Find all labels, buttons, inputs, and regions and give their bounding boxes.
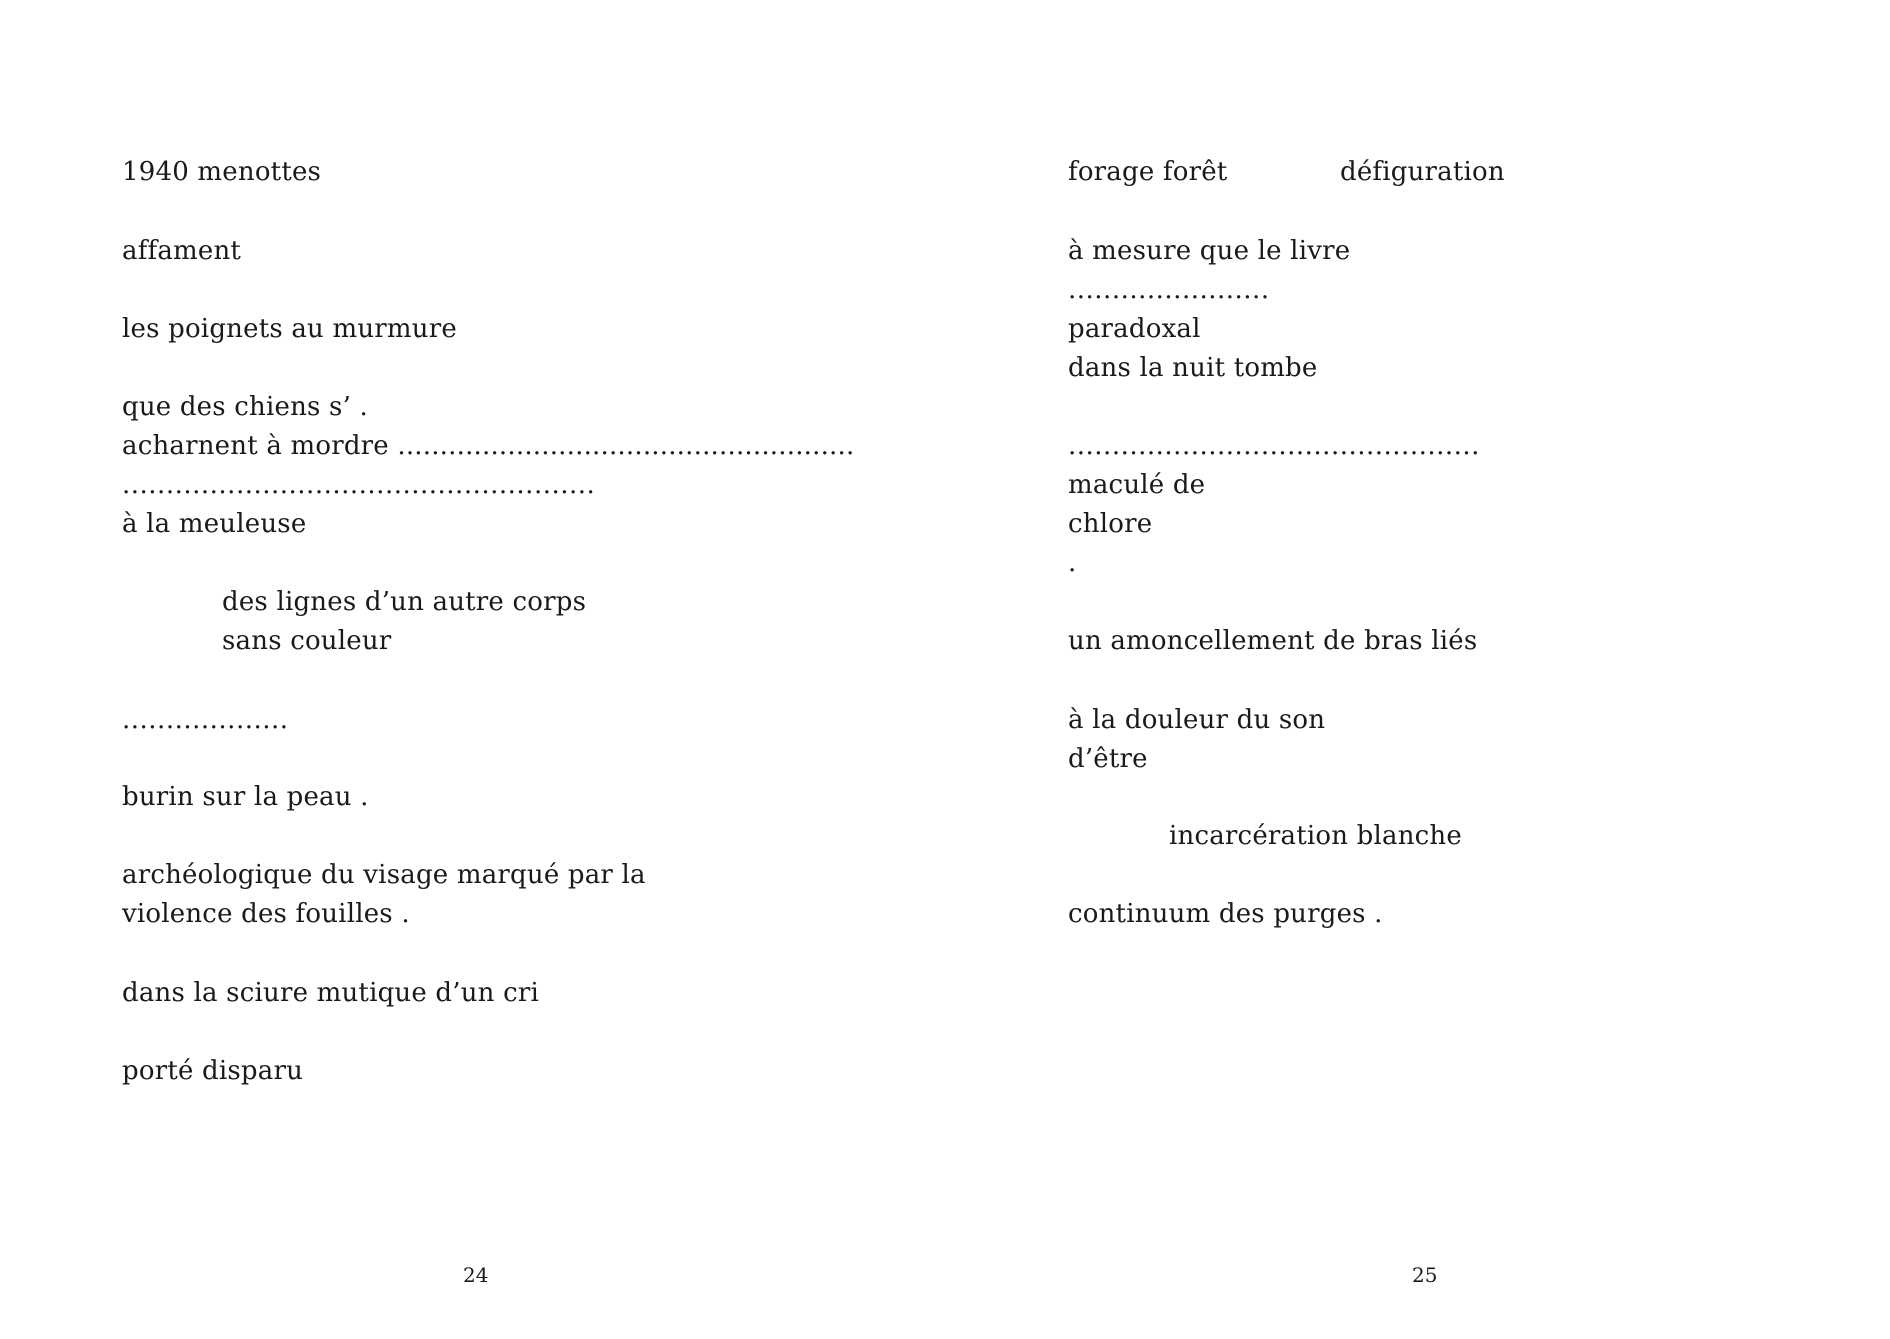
poem-line: à la douleur du son (1068, 705, 1326, 735)
dotted-line: ....................... (1068, 275, 1270, 305)
poem-line: archéologique du visage marqué par la (122, 860, 646, 890)
poem-line: dans la sciure mutique d’un cri (122, 978, 539, 1008)
poem-line: affament (122, 236, 242, 266)
dotted-line: ............................................... (1068, 431, 1480, 461)
poem-line: violence des fouilles . (122, 899, 410, 929)
poem-line-indented: sans couleur (222, 626, 392, 656)
poem-line: maculé de (1068, 470, 1206, 500)
poem-line: forage forêt (1068, 157, 1228, 187)
poem-line: défiguration (1340, 157, 1505, 187)
poem-line: que des chiens s’ . (122, 392, 368, 422)
poem-line-indented: incarcération blanche (1169, 821, 1462, 851)
poem-line: porté disparu (122, 1056, 304, 1086)
poem-line: à mesure que le livre (1068, 236, 1351, 266)
poem-line: d’être (1068, 744, 1148, 774)
dotted-line: ...................................................... (122, 470, 596, 500)
poem-line: dans la nuit tombe (1068, 353, 1318, 383)
poem-line: burin sur la peau . (122, 782, 369, 812)
poem-line: . (1068, 548, 1077, 578)
poem-line: continuum des purges . (1068, 899, 1383, 929)
poem-line-indented: des lignes d’un autre corps (222, 587, 587, 617)
page-number: 25 (1412, 1263, 1438, 1287)
poem-line: les poignets au murmure (122, 314, 457, 344)
poem-line: à la meuleuse (122, 509, 307, 539)
poem-line: paradoxal (1068, 314, 1201, 344)
poem-line: 1940 menottes (122, 157, 322, 187)
right-page (945, 0, 1890, 1339)
poem-line: acharnent à mordre ...................................................... (122, 431, 855, 461)
page-number: 24 (463, 1263, 489, 1287)
dotted-line: ................... (122, 705, 289, 735)
poem-line: chlore (1068, 509, 1153, 539)
poem-line: un amoncellement de bras liés (1068, 626, 1478, 656)
